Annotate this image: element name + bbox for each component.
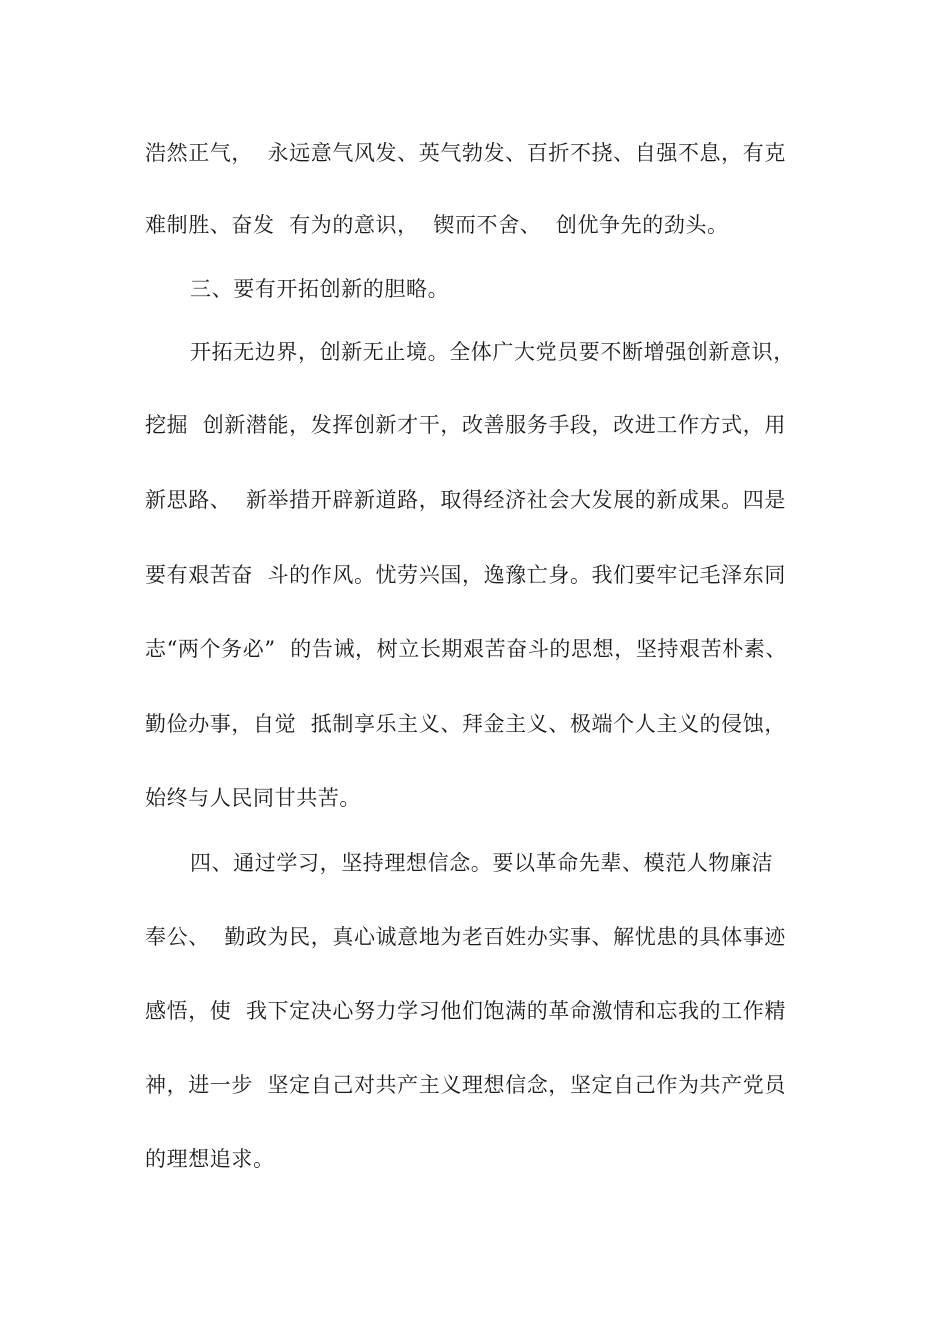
- text-line: 的理想追求。: [145, 1147, 275, 1171]
- section-heading: 三、要有开拓创新的胆略。: [190, 277, 450, 301]
- text-line: 挖掘 创新潜能，发挥创新才干，改善服务手段，改进工作方式，用: [145, 413, 786, 437]
- text-line: 志“两个务必” 的告诫，树立长期艰苦奋斗的思想，坚持艰苦朴素、: [145, 637, 788, 661]
- text-line: 神，进一步 坚定自己对共产主义理想信念，坚定自己作为共产党员: [145, 1073, 786, 1097]
- text-line: 新思路、 新举措开辟新道路，取得经济社会大发展的新成果。四是: [145, 488, 786, 512]
- text-line: 勤俭办事，自觉 抵制享乐主义、拜金主义、极端个人主义的侵蚀，: [145, 712, 786, 736]
- text-line: 开拓无边界，创新无止境。全体广大党员要不断增强创新意识，: [190, 340, 795, 364]
- text-line: 感悟，使 我下定决心努力学习他们饱满的革命激情和忘我的工作精: [145, 999, 786, 1023]
- text-line: 始终与人民同甘共苦。: [145, 786, 361, 810]
- text-line: 要有艰苦奋 斗的作风。忧劳兴国，逸豫亡身。我们要牢记毛泽东同: [145, 563, 786, 587]
- text-line: 浩然正气， 永远意气风发、英气勃发、百折不挠、自强不息，有克: [145, 141, 786, 165]
- section-heading: 四、通过学习，坚持理想信念。要以革命先辈、模范人物廉洁: [190, 851, 774, 875]
- text-line: 奉公、 勤政为民，真心诚意地为老百姓办实事、解忧患的具体事迹: [145, 925, 786, 949]
- text-line: 难制胜、奋发 有为的意识， 锲而不舍、 创优争先的劲头。: [145, 213, 729, 237]
